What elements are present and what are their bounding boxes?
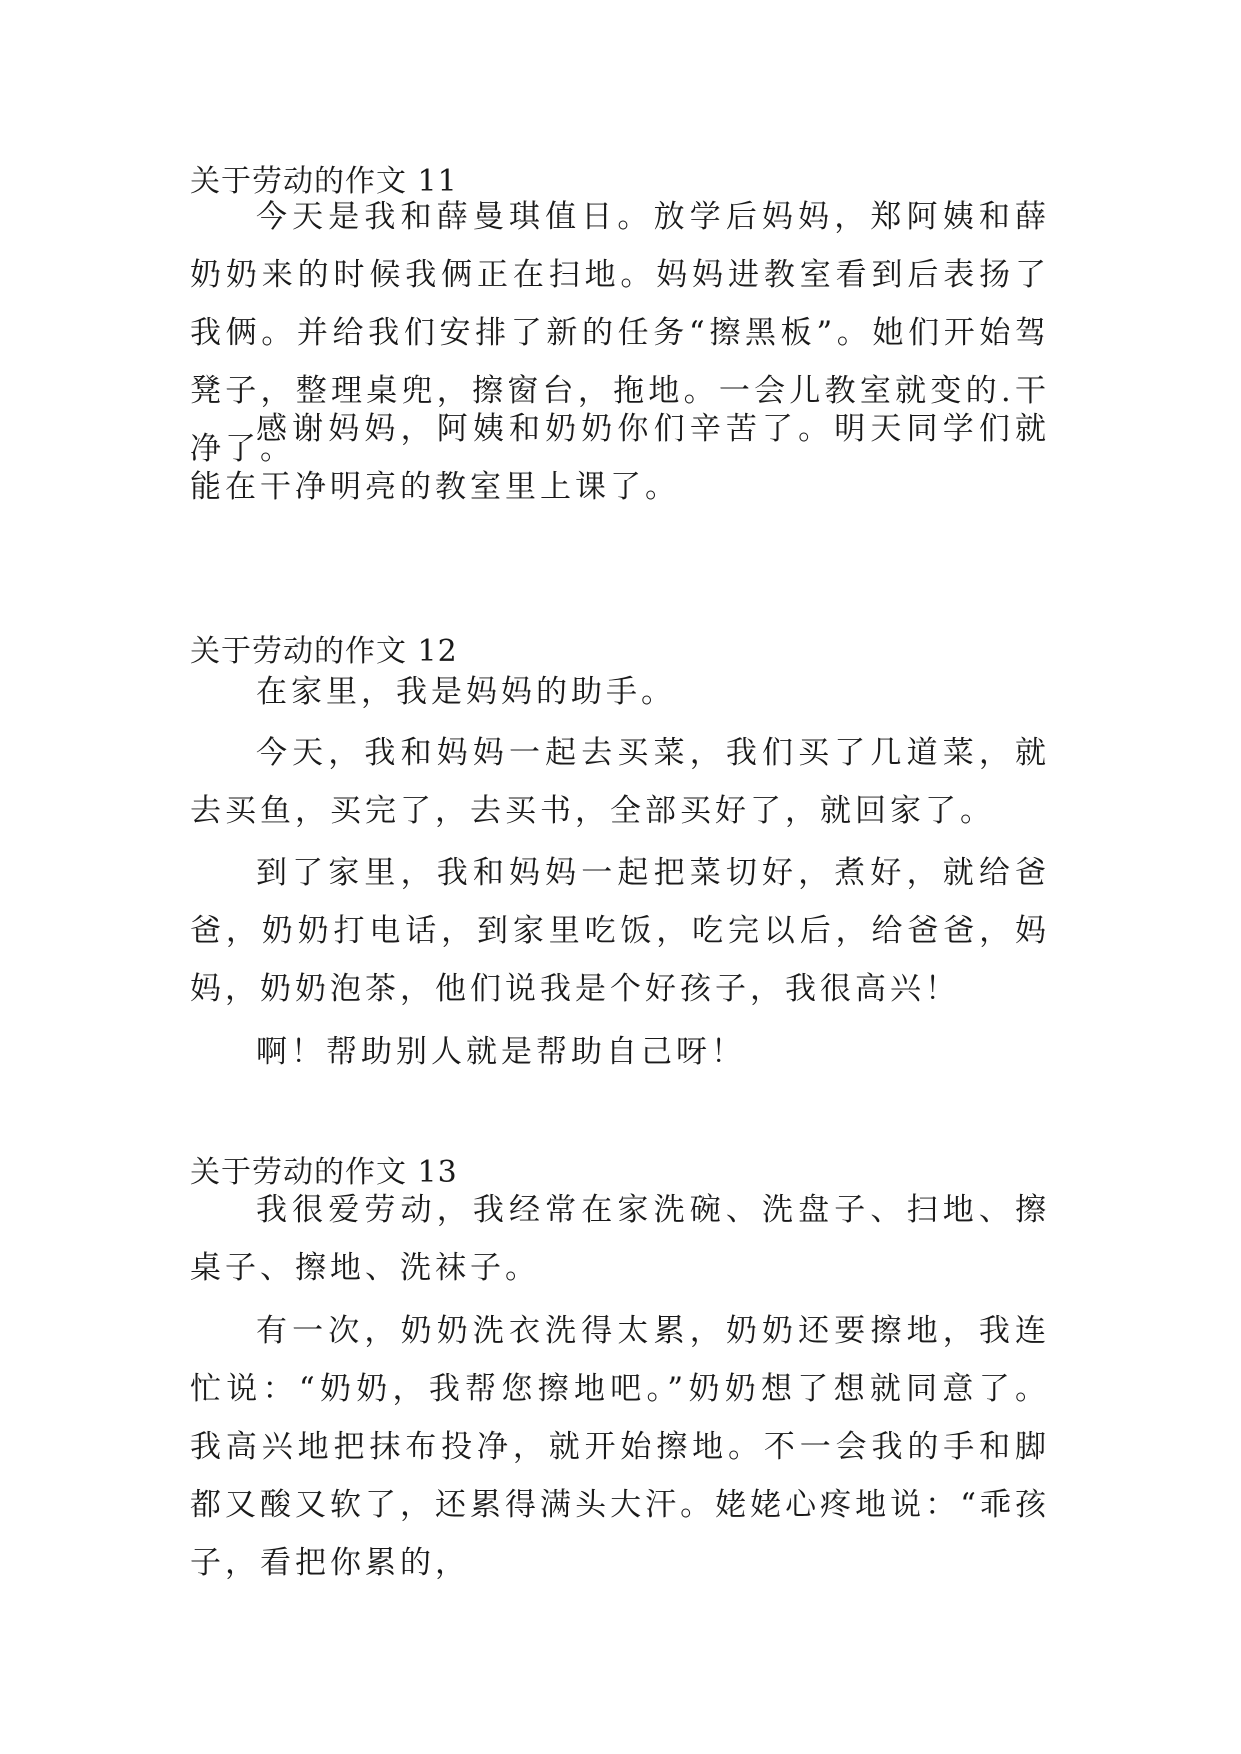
essay-paragraph: 有一次，奶奶洗衣洗得太累，奶奶还要擦地，我连忙说：“奶奶，我帮您擦地吧。”奶奶想了想就同意了。我高兴地把抹布投净，就开始擦地。不一会我的手和脚都又酸又软了，还累得满头大汗。姥姥心疼地说：“乖孩子，看把你累的， (190, 1313, 1050, 1581)
essay-paragraph: 今天是我和薛曼琪值日。放学后妈妈，郑阿姨和薛奶奶来的时候我俩正在扫地。妈妈进教室看到后表扬了我俩。并给我们安排了新的任务“擦黑板”。她们开始驾凳子，整理桌兜，擦窗台，拖地。一会儿教室就变的.干净了。 (190, 199, 1050, 467)
essay-paragraph: 感谢妈妈，阿姨和奶奶你们辛苦了。明天同学们就能在干净明亮的教室里上课了。 (190, 411, 1050, 505)
essay-title: 关于劳动的作文 12 (190, 634, 458, 669)
essay-paragraph: 到了家里，我和妈妈一起把菜切好，煮好，就给爸爸，奶奶打电话，到家里吃饭，吃完以后，给爸爸，妈妈，奶奶泡茶，他们说我是个好孩子，我很高兴！ (190, 855, 1050, 1007)
essay-paragraph: 我很爱劳动，我经常在家洗碗、洗盘子、扫地、擦桌子、擦地、洗袜子。 (190, 1192, 1050, 1286)
essay-paragraph: 啊！帮助别人就是帮助自己呀！ (256, 1034, 746, 1070)
essay-title: 关于劳动的作文 11 (190, 164, 458, 199)
essay-paragraph: 在家里，我是妈妈的助手。 (256, 674, 676, 710)
essay-title: 关于劳动的作文 13 (190, 1155, 458, 1190)
essay-paragraph: 今天，我和妈妈一起去买菜，我们买了几道菜，就去买鱼，买完了，去买书，全部买好了，就回家了。 (190, 735, 1050, 829)
